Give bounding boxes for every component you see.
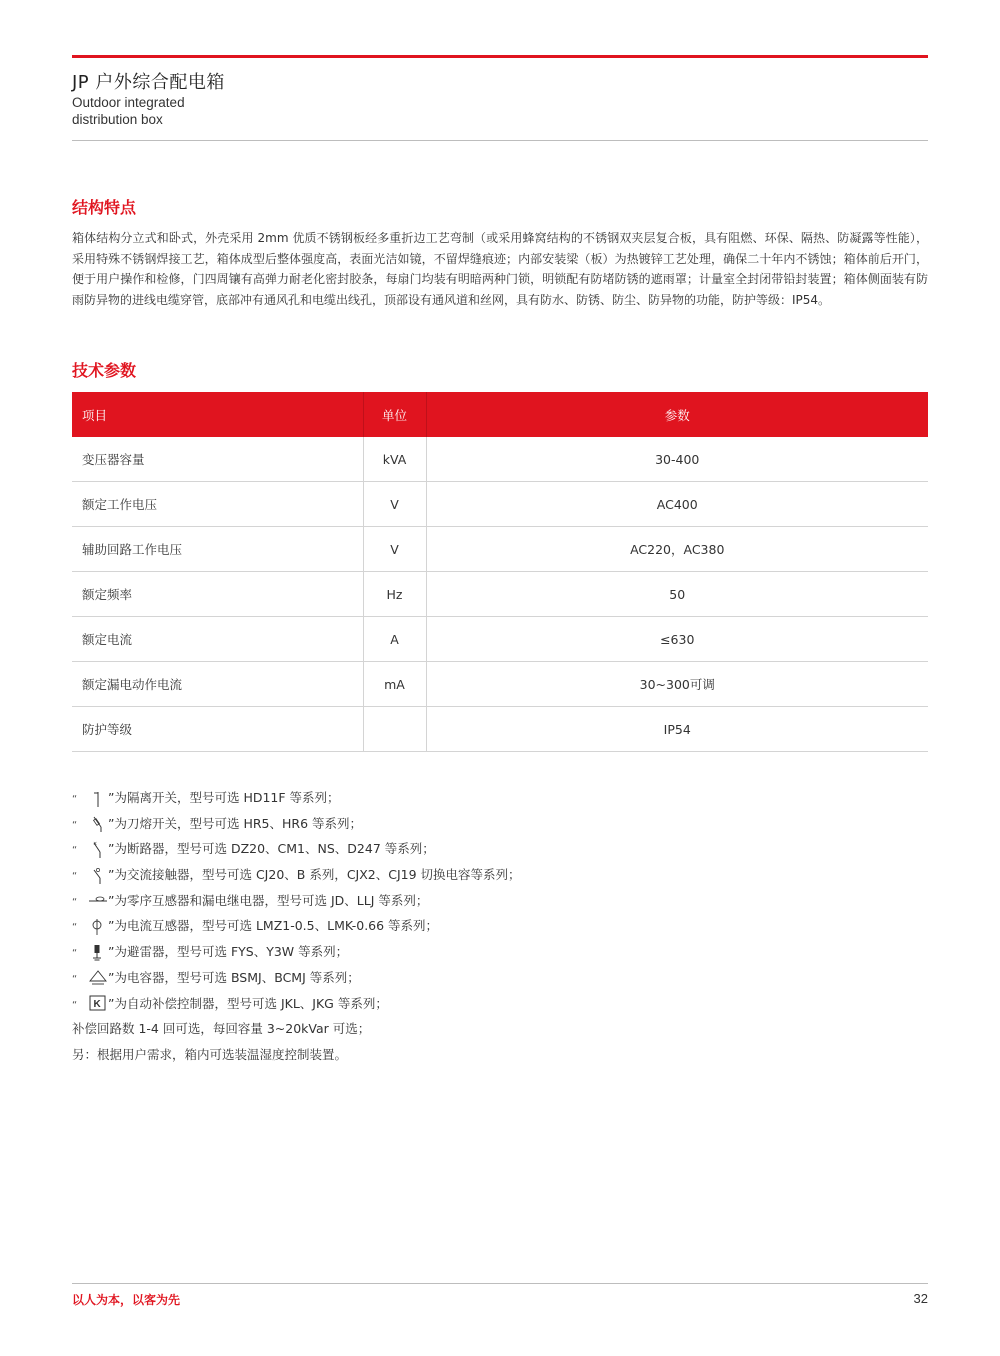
cell-param: AC400 (426, 482, 928, 527)
cell-item: 防护等级 (72, 707, 363, 752)
note-fuse-switch (72, 811, 521, 837)
open-quote: “ (72, 819, 78, 831)
cell-unit: mA (363, 662, 426, 707)
note-text: ”为断路器，型号可选 DZ20、CM1、NS、D247 等系列； (108, 841, 435, 857)
note-text: ”为交流接触器，型号可选 CJ20、B 系列，CJX2、CJ19 切换电容等系列； (108, 867, 521, 883)
table-row (72, 662, 928, 707)
note-text: ”为电容器，型号可选 BSMJ、BCMJ 等系列； (108, 969, 360, 985)
structure-section-title: 结构特点 (72, 198, 137, 217)
isolator-switch-icon (88, 790, 108, 808)
contactor-icon (88, 867, 108, 885)
table-row (72, 527, 928, 572)
circuit-breaker-icon (88, 841, 108, 859)
note-current-transformer (72, 913, 521, 939)
note-text: ”为隔离开关，型号可选 HD11F 等系列； (108, 790, 340, 805)
note-isolator (72, 785, 521, 811)
zero-sequence-transformer-icon (88, 892, 108, 910)
note-optional-humidity-control: 另：根据用户需求，箱内可选装温湿度控制装置。 (72, 1046, 348, 1062)
note-capacitor (72, 965, 521, 991)
note-contactor (72, 862, 521, 888)
params-section-title: 技术参数 (72, 361, 137, 380)
page-number: 32 (913, 1291, 928, 1306)
open-quote: “ (72, 794, 78, 805)
cell-unit: Hz (363, 572, 426, 617)
open-quote: “ (72, 999, 78, 1011)
cell-param: AC220，AC380 (426, 527, 928, 572)
open-quote: “ (72, 845, 78, 857)
cell-unit: A (363, 617, 426, 662)
table-row (72, 617, 928, 662)
svg-text:×: × (93, 840, 98, 847)
note-zero-sequence (72, 888, 521, 914)
cell-unit: V (363, 527, 426, 572)
table-row (72, 482, 928, 527)
note-text: ”为自动补偿控制器，型号可选 JKL、JKG 等系列； (108, 995, 388, 1011)
header-unit: 单位 (363, 392, 426, 437)
page-title: JP 户外综合配电箱 (72, 72, 225, 93)
footer-slogan: 以人为本，以客为先 (72, 1293, 181, 1307)
cell-unit: kVA (363, 437, 426, 482)
page-subtitle-line2: distribution box (72, 112, 163, 127)
note-surge-arrester (72, 939, 521, 965)
note-text: ”为刀熔开关，型号可选 HR5、HR6 等系列； (108, 815, 362, 831)
open-quote: “ (72, 973, 78, 985)
cell-param: IP54 (426, 707, 928, 752)
controller-k-icon (88, 995, 108, 1013)
open-quote: “ (72, 896, 78, 908)
current-transformer-icon (88, 918, 108, 936)
table-header-row (72, 392, 928, 437)
cell-item: 辅助回路工作电压 (72, 527, 363, 572)
controller-k-letter: K (93, 999, 101, 1010)
cell-param: 30~300可调 (426, 662, 928, 707)
open-quote: “ (72, 948, 78, 960)
cell-item: 额定频率 (72, 572, 363, 617)
structure-description: 箱体结构分立式和卧式，外壳采用 2mm 优质不锈钢板经多重折边工艺弯制（或采用蜂窝结构的不锈钢双夹层复合板，具有阻燃、环保、隔热、防凝露等性能），采用特殊不锈钢焊接工艺，箱体成型后整体强度高，表面光洁如镜，不留焊缝痕迹；内部安装梁（板）为热镀锌工艺处理，确保二十年内不锈蚀；箱体前后开门，便于用户操作和检修，门四周镶有高弹力耐老化密封胶条，每扇门均装有明暗两种门锁，明锁配有防堵防锈的遮雨罩；计量室全封闭带铅封装置；箱体侧面装有防雨防异物的进线电缆穿管，底部冲有通风孔和电缆出线孔，顶部设有通风道和丝网，具有防水、防锈、防尘、防异物的功能，防护等级：IP54。 (72, 231, 928, 307)
cell-unit: V (363, 482, 426, 527)
cell-unit (363, 707, 426, 752)
component-notes (72, 785, 521, 1068)
note-compensation-loops: 补偿回路数 1-4 回可选，每回容量 3~20kVar 可选； (72, 1021, 371, 1037)
note-text: ”为零序互感器和漏电继电器，型号可选 JD、LLJ 等系列； (108, 892, 429, 908)
open-quote: “ (72, 871, 78, 883)
note-controller (72, 991, 521, 1017)
page-subtitle-line1: Outdoor integrated (72, 95, 185, 110)
header-divider (72, 140, 928, 141)
capacitor-icon (88, 969, 108, 987)
header-item: 项目 (72, 392, 363, 437)
cell-item: 额定漏电动作电流 (72, 662, 363, 707)
footer-divider (72, 1283, 928, 1284)
surge-arrester-icon (88, 944, 108, 962)
note-breaker (72, 836, 521, 862)
cell-param: 50 (426, 572, 928, 617)
fuse-switch-icon (88, 815, 108, 833)
header-param: 参数 (426, 392, 928, 437)
cell-item: 额定工作电压 (72, 482, 363, 527)
technical-parameters-table (72, 392, 928, 752)
top-accent-rule (72, 55, 928, 58)
note-text: ”为避雷器，型号可选 FYS、Y3W 等系列； (108, 944, 349, 960)
cell-item: 变压器容量 (72, 437, 363, 482)
table-row (72, 572, 928, 617)
open-quote: “ (72, 922, 78, 934)
table-row (72, 707, 928, 752)
cell-param: ≤630 (426, 617, 928, 662)
cell-item: 额定电流 (72, 617, 363, 662)
table-row (72, 437, 928, 482)
note-text: ”为电流互感器，型号可选 LMZ1-0.5、LMK-0.66 等系列； (108, 918, 439, 934)
cell-param: 30-400 (426, 437, 928, 482)
